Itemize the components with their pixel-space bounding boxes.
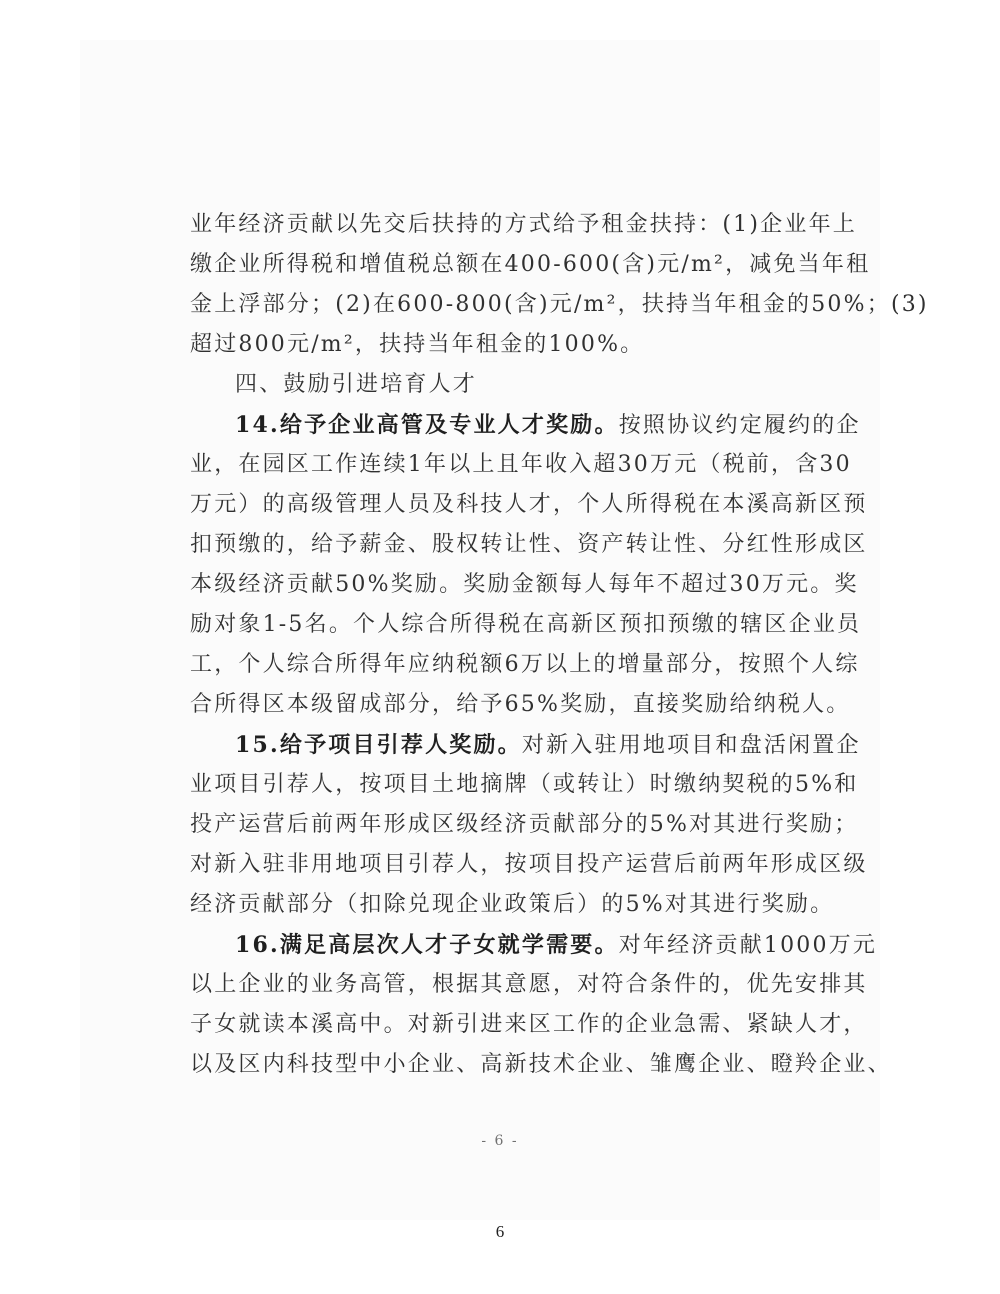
text-line: 工，个人综合所得年应纳税额6万以上的增量部分，按照个人综	[190, 652, 860, 677]
item-14-heading: 14.给予企业高管及专业人才奖励。	[235, 412, 619, 438]
text-line: 经济贡献部分（扣除兑现企业政策后）的5%对其进行奖励。	[190, 892, 835, 917]
page-number: 6	[495, 1222, 505, 1241]
text-line: 超过800元/m²，扶持当年租金的100%。	[190, 332, 645, 357]
item-16-first-line	[190, 925, 878, 965]
text-line: 万元）的高级管理人员及科技人才，个人所得税在本溪高新区预	[190, 492, 868, 517]
text-line: 励对象1-5名。个人综合所得税在高新区预扣预缴的辖区企业员	[190, 612, 862, 637]
text-line: 业年经济贡献以先交后扶持的方式给予租金扶持：(1)企业年上	[190, 212, 857, 237]
item-14-text: 按照协议约定履约的企	[618, 413, 861, 438]
item-15-heading: 15.给予项目引荐人奖励。	[235, 732, 522, 758]
text-line: 合所得区本级留成部分，给予65%奖励，直接奖励给纳税人。	[190, 692, 851, 717]
inner-page-number: - 6 -	[481, 1133, 519, 1149]
document-body	[190, 205, 929, 1085]
text-line: 以上企业的业务高管，根据其意愿，对符合条件的，优先安排其	[190, 972, 868, 997]
item-15-first-line	[190, 725, 861, 765]
text-line: 缴企业所得税和增值税总额在400-600(含)元/m²，减免当年租	[190, 252, 871, 277]
text-line: 金上浮部分；(2)在600-800(含)元/m²，扶持当年租金的50%；(3)	[190, 292, 929, 317]
text-line: 本级经济贡献50%奖励。奖励金额每人每年不超过30万元。奖	[190, 572, 859, 597]
text-line: 业，在园区工作连续1年以上且年收入超30万元（税前，含30	[190, 452, 852, 477]
section-heading: 四、鼓励引进培育人才	[235, 372, 478, 397]
text-line: 投产运营后前两年形成区级经济贡献部分的5%对其进行奖励；	[190, 812, 859, 837]
text-line: 子女就读本溪高中。对新引进来区工作的企业急需、紧缺人才，	[190, 1012, 868, 1037]
item-15-text: 对新入驻用地项目和盘活闲置企	[521, 733, 861, 758]
item-16-heading: 16.满足高层次人才子女就学需要。	[235, 932, 619, 958]
text-line: 以及区内科技型中小企业、高新技术企业、雏鹰企业、瞪羚企业、	[190, 1052, 892, 1077]
text-line: 业项目引荐人，按项目土地摘牌（或转让）时缴纳契税的5%和	[190, 772, 859, 797]
item-16-text: 对年经济贡献1000万元	[618, 933, 878, 958]
text-line: 对新入驻非用地项目引荐人，按项目投产运营后前两年形成区级	[190, 852, 868, 877]
text-line: 扣预缴的，给予薪金、股权转让性、资产转让性、分红性形成区	[190, 532, 868, 557]
item-14-first-line	[190, 405, 861, 445]
